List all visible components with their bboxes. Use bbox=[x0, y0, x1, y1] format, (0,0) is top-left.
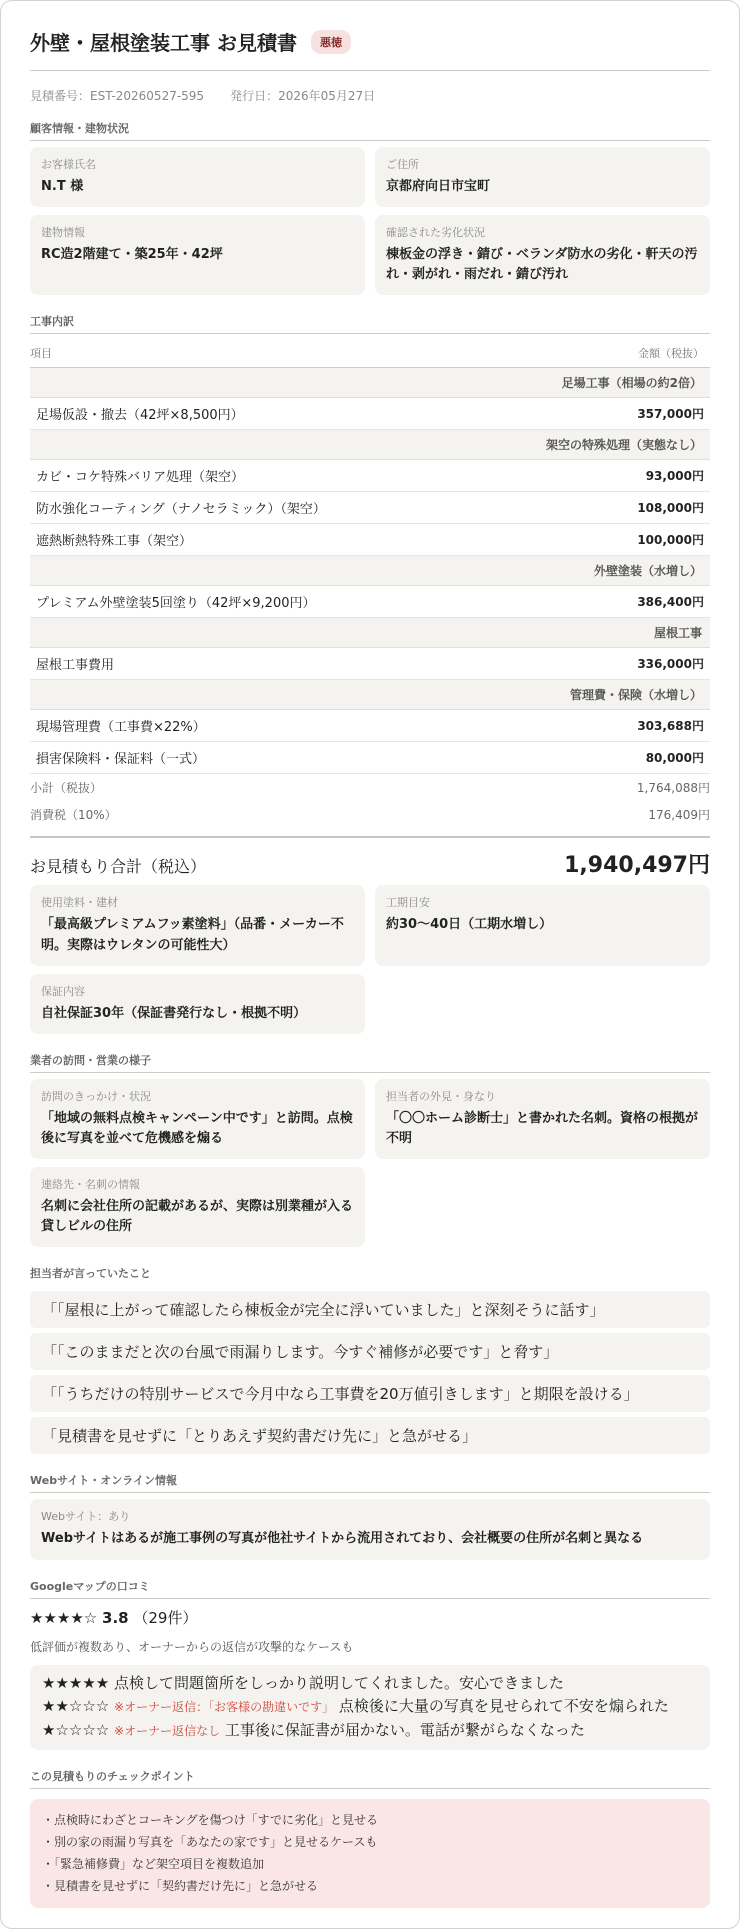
item-name: 足場仮設・撤去（42坪×8,500円） bbox=[30, 398, 569, 430]
item-amount: 386,400円 bbox=[569, 586, 710, 618]
subtotal-row bbox=[30, 774, 710, 801]
section-customer: 顧客情報・建物状況 bbox=[30, 114, 710, 141]
checkpoint-item: ・「緊急補修費」など架空項目を複数追加 bbox=[42, 1857, 265, 1872]
table-row bbox=[30, 586, 710, 618]
review-text: 点検後に大量の写真を見せられて不安を煽られた bbox=[338, 1697, 669, 1716]
card-value: N.T 様 bbox=[41, 179, 84, 194]
card-label: 建物情報 bbox=[41, 226, 85, 240]
header bbox=[30, 27, 710, 71]
column-header-item: 項目 bbox=[30, 340, 569, 368]
table-row bbox=[30, 398, 710, 430]
group-header bbox=[30, 430, 710, 460]
group-header bbox=[30, 680, 710, 710]
item-name: 屋根工事費用 bbox=[30, 648, 569, 680]
card-label: 使用塗料・建材 bbox=[41, 896, 118, 910]
card-value: Webサイトはあるが施工事例の写真が他社サイトから流用されており、会社概要の住所が名刺と異なる bbox=[41, 1531, 644, 1547]
item-amount: 100,000円 bbox=[569, 524, 710, 556]
card-value: 自社保証30年（保証書発行なし・根拠不明） bbox=[41, 1005, 307, 1021]
section-checkpoints: この見積もりのチェックポイント bbox=[30, 1762, 710, 1789]
card-label: 連絡先・名刺の情報 bbox=[41, 1178, 140, 1192]
salesperson-appearance-card bbox=[375, 1079, 710, 1159]
group-name: 管理費・保険（水増し） bbox=[30, 680, 710, 710]
building-info-card bbox=[30, 215, 365, 295]
quote-item: 「「屋根に上がって確認したら棟板金が完全に浮いていました」と深刻そうに話す」 bbox=[30, 1291, 710, 1328]
group-name: 架空の特殊処理（実態なし） bbox=[30, 430, 710, 460]
visit-trigger-card bbox=[30, 1079, 365, 1159]
item-amount: 93,000円 bbox=[569, 460, 710, 492]
owner-reply: ※オーナー返信なし bbox=[114, 1724, 221, 1739]
table-row bbox=[30, 710, 710, 742]
customer-name-card bbox=[30, 147, 365, 207]
visit-cards bbox=[30, 1079, 710, 1248]
subtotal-value: 1,764,088円 bbox=[636, 781, 710, 796]
tax-value: 176,409円 bbox=[648, 808, 710, 823]
deterioration-card bbox=[375, 215, 710, 295]
quote-item: 「「このままだと次の台風で雨漏りします。今すぐ補修が必要です」と脅す」 bbox=[30, 1333, 710, 1370]
review-item bbox=[42, 1720, 698, 1742]
card-value: 「地域の無料点検キャンペーン中です」と訪問。点検後に写真を並べて危機感を煽る bbox=[41, 1110, 353, 1146]
group-name: 屋根工事 bbox=[30, 618, 710, 648]
review-text: 点検して問題箇所をしっかり説明してくれました。安心できました bbox=[114, 1673, 565, 1692]
card-value: 名刺に会社住所の記載があるが、実際は別業種が入る貸しビルの住所 bbox=[41, 1199, 354, 1235]
checkpoints-box bbox=[30, 1799, 710, 1908]
review-stars: ★★★★★ bbox=[42, 1673, 110, 1692]
card-value: 「最高級プレミアムフッ素塗料」（品番・メーカー不明。実際はウレタンの可能性大） bbox=[41, 917, 344, 953]
checkpoint-item: ・点検時にわざとコーキングを傷つけ「すでに劣化」と見せる bbox=[42, 1812, 379, 1827]
customer-address-card bbox=[375, 147, 710, 207]
review-stars: ★★☆☆☆ bbox=[42, 1697, 110, 1716]
reviews-list bbox=[30, 1665, 710, 1750]
card-label: Webサイト：あり bbox=[41, 1510, 131, 1524]
website-card bbox=[30, 1499, 710, 1559]
item-name: 損害保険料・保証料（一式） bbox=[30, 742, 569, 774]
subtotal-label: 小計（税抜） bbox=[30, 781, 103, 796]
review-item bbox=[42, 1673, 698, 1695]
card-label: 確認された劣化状況 bbox=[386, 226, 485, 240]
quote-item: 「「うちだけの特別サービスで今月中なら工事費を20万値引きします」と期限を設ける」 bbox=[30, 1375, 710, 1412]
card-value: 約30〜40日（工期水増し） bbox=[386, 917, 553, 933]
total-row bbox=[30, 836, 710, 879]
section-sayings: 担当者が言っていたこと bbox=[30, 1267, 151, 1281]
card-value: RC造2階建て・築25年・42坪 bbox=[41, 247, 223, 263]
rating-note: 低評価が複数あり、オーナーからの返信が攻撃的なケースも bbox=[30, 1639, 354, 1654]
card-value: 「〇〇ホーム診断士」と書かれた名刺。資格の根拠が不明 bbox=[386, 1110, 699, 1146]
contact-info-card bbox=[30, 1167, 365, 1247]
item-name: 防水強化コーティング（ナノセラミック）（架空） bbox=[30, 492, 569, 524]
item-amount: 357,000円 bbox=[569, 398, 710, 430]
breakdown-table bbox=[30, 340, 710, 774]
detail-cards bbox=[30, 885, 710, 1033]
quote-item: 「見積書を見せずに「とりあえず契約書だけ先に」と急がせる」 bbox=[30, 1417, 710, 1454]
card-label: お客様氏名 bbox=[41, 158, 96, 171]
table-row bbox=[30, 648, 710, 680]
warranty-card bbox=[30, 974, 365, 1034]
item-amount: 80,000円 bbox=[569, 742, 710, 774]
card-label: 担当者の外見・身なり bbox=[386, 1089, 496, 1103]
item-amount: 108,000円 bbox=[569, 492, 710, 524]
column-header-amount: 金額（税抜） bbox=[569, 340, 710, 368]
page-title: 外壁・屋根塗装工事 お見積書 bbox=[30, 31, 297, 55]
card-label: ご住所 bbox=[386, 158, 419, 171]
card-label: 工期目安 bbox=[386, 896, 430, 910]
item-name: カビ・コケ特殊バリア処理（架空） bbox=[30, 460, 569, 492]
total-value: 1,940,497円 bbox=[564, 853, 710, 879]
checkpoint-item: ・別の家の雨漏り写真を「あなたの家です」と見せるケースも bbox=[42, 1834, 378, 1849]
item-name: 現場管理費（工事費×22%） bbox=[30, 710, 569, 742]
table-row bbox=[30, 742, 710, 774]
table-row bbox=[30, 460, 710, 492]
section-google: Googleマップの口コミ bbox=[30, 1572, 710, 1599]
review-count: （29件） bbox=[133, 1608, 198, 1627]
item-amount: 336,000円 bbox=[569, 648, 710, 680]
group-header bbox=[30, 368, 710, 398]
review-stars: ★☆☆☆☆ bbox=[42, 1721, 110, 1740]
group-name: 外壁塗装（水増し） bbox=[30, 556, 710, 586]
section-web: Webサイト・オンライン情報 bbox=[30, 1466, 710, 1493]
review-text: 工事後に保証書が届かない。電話が繋がらなくなった bbox=[224, 1721, 585, 1740]
owner-reply: ※オーナー返信：「お客様の勘違いです」 bbox=[114, 1700, 335, 1715]
group-header bbox=[30, 618, 710, 648]
review-item bbox=[42, 1696, 698, 1718]
table-row bbox=[30, 492, 710, 524]
materials-card bbox=[30, 885, 365, 965]
tax-label: 消費税（10%） bbox=[30, 808, 117, 823]
card-label: 保証内容 bbox=[41, 984, 85, 998]
item-amount: 303,688円 bbox=[569, 710, 710, 742]
card-label: 訪問のきっかけ・状況 bbox=[41, 1089, 151, 1103]
card-value: 京都府向日市宝町 bbox=[386, 179, 491, 194]
customer-cards bbox=[30, 147, 710, 295]
status-badge: 悪徳 bbox=[311, 30, 351, 54]
issue-date: 発行日：2026年05月27日 bbox=[230, 89, 376, 103]
rating-summary bbox=[30, 1607, 710, 1628]
estimate-meta bbox=[30, 87, 710, 104]
estimate-number: 見積番号：EST-20260527-595 bbox=[30, 89, 205, 103]
rating-stars: ★★★★☆ bbox=[30, 1608, 98, 1627]
group-name: 足場工事（相場の約2倍） bbox=[30, 368, 710, 398]
group-header bbox=[30, 556, 710, 586]
section-visit: 業者の訪問・営業の様子 bbox=[30, 1046, 710, 1073]
total-label: お見積もり合計（税込） bbox=[30, 857, 207, 877]
checkpoint-item: ・見積書を見せずに「契約書だけ先に」と急がせる bbox=[42, 1879, 319, 1894]
table-row bbox=[30, 524, 710, 556]
item-name: プレミアム外壁塗装5回塗り（42坪×9,200円） bbox=[30, 586, 569, 618]
sayings-list bbox=[30, 1291, 710, 1454]
tax-row bbox=[30, 801, 710, 828]
duration-card bbox=[375, 885, 710, 965]
card-value: 棟板金の浮き・錆び・ベランダ防水の劣化・軒天の汚れ・剥がれ・雨だれ・錆び汚れ bbox=[386, 247, 698, 283]
item-name: 遮熱断熱特殊工事（架空） bbox=[30, 524, 569, 556]
rating-score: 3.8 bbox=[102, 1608, 129, 1627]
section-breakdown: 工事内訳 bbox=[30, 307, 710, 334]
